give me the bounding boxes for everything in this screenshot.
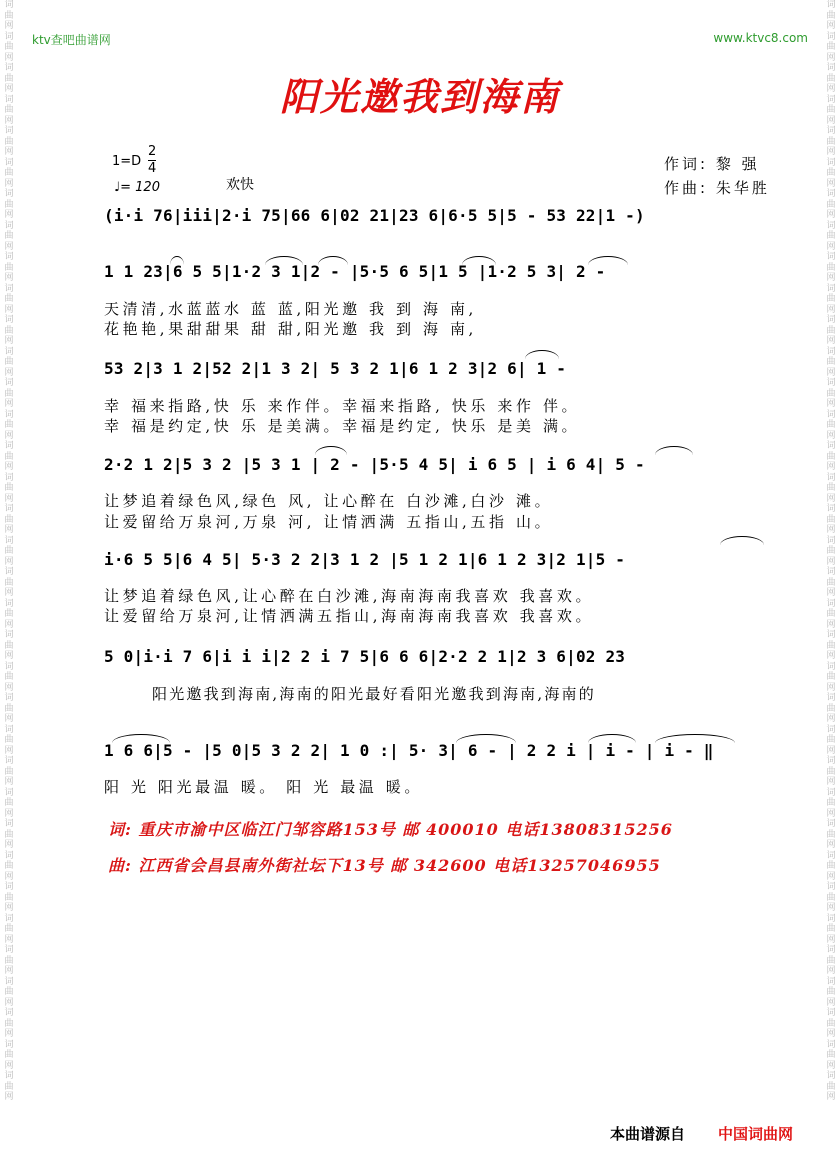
right-watermark: 词曲网词曲网词曲网词曲网词曲网词曲网词曲网词曲网词曲网词曲网词曲网词曲网词曲网词曲网词曲网词曲网词曲网词曲网词曲网词曲网词曲网词曲网词曲网词曲网词曲网词曲网词曲网词曲网词曲网词曲网词曲网词曲网词曲网词曲网词曲网 (826, 0, 836, 1102)
score-row-5: i·6 5 5|6 4 5| 5·3 2 2|3 1 2 |5 1 2 1|6 1 2 3|2 1|5 - (104, 550, 626, 569)
left-watermark: 词曲网词曲网词曲网词曲网词曲网词曲网词曲网词曲网词曲网词曲网词曲网词曲网词曲网词曲网词曲网词曲网词曲网词曲网词曲网词曲网词曲网词曲网词曲网词曲网词曲网词曲网词曲网词曲网词曲网词曲网词曲网词曲网词曲网词曲网词曲网 (4, 0, 14, 1102)
tempo-marking: ♩= 120 (114, 180, 160, 195)
score-row-6: 5 0|i·i 7 6|i i i|2 2 i 7 5|6 6 6|2·2 2 1|2 3 6|02 23 (104, 647, 626, 666)
time-signature-bottom: 4 (148, 161, 157, 176)
time-signature-top: 2 (148, 144, 157, 159)
score-row-1: (i·i 76|iii|2·i 75|66 6|02 21|23 6|6·5 5|5 - 53 22|1 -) (104, 206, 645, 225)
composer-contact: 曲: 江西省会昌县南外街社坛下13号 邮 342600 电话13257046955 (108, 856, 661, 875)
slur-mark (655, 446, 693, 455)
time-signature (148, 144, 156, 177)
key-signature: 1=D (112, 154, 142, 169)
slur-mark (112, 734, 170, 743)
lyric-row-5-verse-1: 让梦追着绿色风,让心醉在白沙滩,海南海南我喜欢 我喜欢。 (104, 587, 595, 605)
site-link-right[interactable]: www.ktvc8.com (713, 31, 808, 45)
lyric-row-7: 阳 光 阳光最温 暖。 阳 光 最温 暖。 (104, 778, 423, 796)
slur-mark (462, 256, 496, 265)
lyric-row-3-verse-2: 幸 福是约定,快 乐 是美满。幸福是约定, 快乐 是美 满。 (104, 417, 581, 435)
source-site-link[interactable]: 中国词曲网 (718, 1125, 794, 1143)
lyric-row-2-verse-2: 花艳艳,果甜甜果 甜 甜,阳光邀 我 到 海 南, (104, 320, 477, 338)
source-label: 本曲谱源自 (610, 1125, 686, 1143)
slur-mark (170, 256, 184, 265)
score-row-2: 1 1 23|6 5 5|1·2 3 1|2 - |5·5 6 5|1 5 |1·2 5 3| 2 - (104, 262, 606, 281)
song-title: 阳光邀我到海南 (279, 74, 560, 119)
slur-mark (456, 734, 516, 743)
lyric-row-4-verse-1: 让梦追着绿色风,绿色 风, 让心醉在 白沙滩,白沙 滩。 (104, 492, 554, 510)
slur-mark (265, 256, 303, 265)
lyric-row-2-verse-1: 天清清,水蓝蓝水 蓝 蓝,阳光邀 我 到 海 南, (104, 300, 477, 318)
slur-mark (588, 256, 628, 265)
lyric-row-5-verse-2: 让爱留给万泉河,让情洒满五指山,海南海南我喜欢 我喜欢。 (104, 607, 595, 625)
slur-mark (588, 734, 636, 743)
lyricist-credit: 作词: 黎 强 (664, 155, 760, 173)
expression-marking: 欢快 (226, 177, 254, 193)
score-row-3: 53 2|3 1 2|52 2|1 3 2| 5 3 2 1|6 1 2 3|2 6| 1 - (104, 359, 567, 378)
lyricist-contact: 词: 重庆市渝中区临江门邹容路153号 邮 400010 电话13808315256 (108, 820, 673, 839)
slur-mark (318, 256, 348, 265)
lyric-row-3-verse-1: 幸 福来指路,快 乐 来作伴。幸福来指路, 快乐 来作 伴。 (104, 397, 581, 415)
slur-mark (655, 734, 735, 743)
site-link-left[interactable]: ktv查吧曲谱网 (32, 33, 111, 47)
slur-mark (315, 446, 347, 455)
slur-mark (525, 350, 559, 359)
slur-mark (720, 536, 764, 545)
score-row-7: 1 6 6|5 - |5 0|5 3 2 2| 1 0 :| 5· 3| 6 - | 2 2 i | i - | i - ‖ (104, 741, 714, 760)
lyric-row-6: 阳光邀我到海南,海南的阳光最好看阳光邀我到海南,海南的 (152, 685, 596, 703)
lyric-row-4-verse-2: 让爱留给万泉河,万泉 河, 让情洒满 五指山,五指 山。 (104, 513, 554, 531)
score-row-4: 2·2 1 2|5 3 2 |5 3 1 | 2 - |5·5 4 5| i 6 5 | i 6 4| 5 - (104, 455, 645, 474)
composer-credit: 作曲: 朱华胜 (664, 179, 770, 197)
